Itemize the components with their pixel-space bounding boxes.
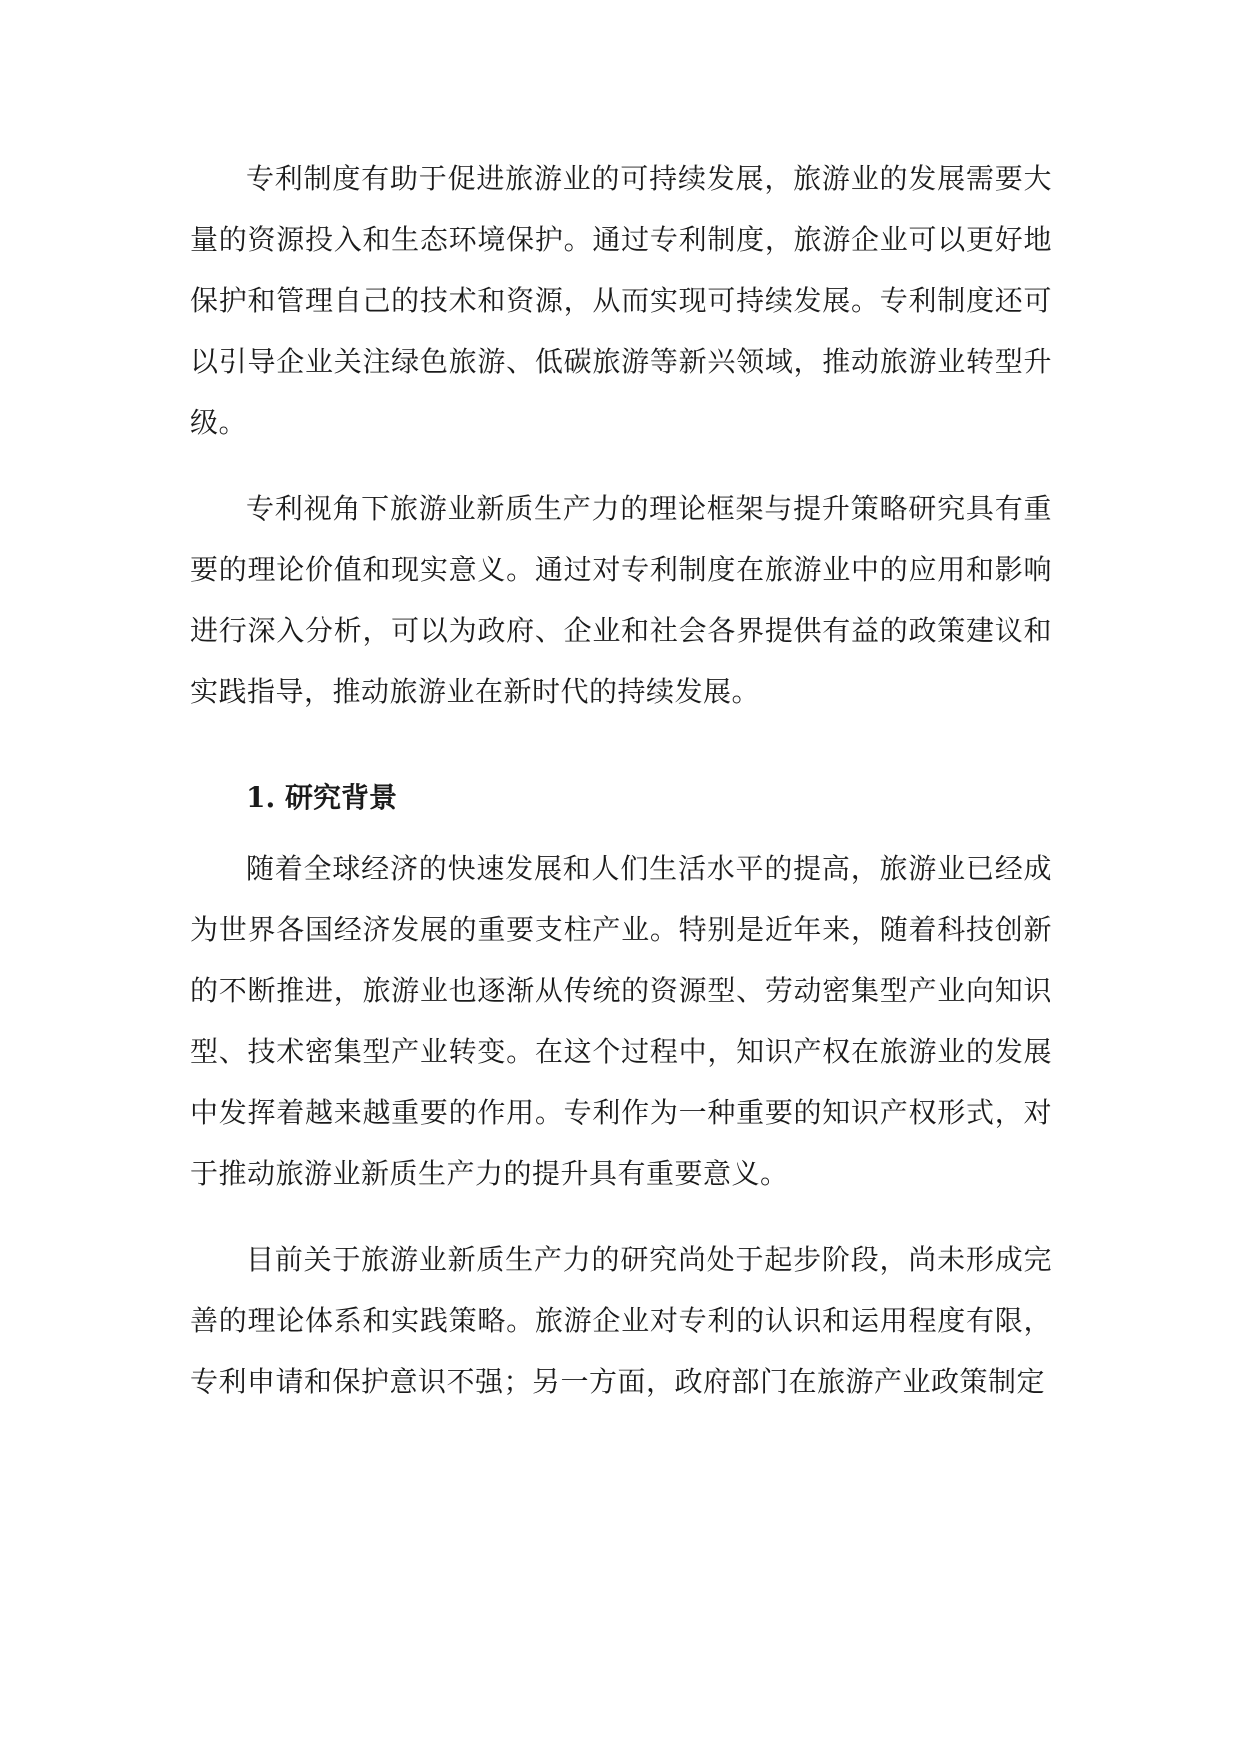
document-page bbox=[190, 148, 1052, 1412]
section-heading-research-background: 1. 研究背景 bbox=[246, 781, 397, 814]
paragraph-current-research-status: 目前关于旅游业新质生产力的研究尚处于起步阶段，尚未形成完善的理论体系和实践策略。旅游企业对专利的认识和运用程度有限，专利申请和保护意识不强；另一方面，政府部门在旅游产业政策制定 bbox=[190, 1243, 1052, 1398]
paragraph-background-context: 随着全球经济的快速发展和人们生活水平的提高，旅游业已经成为世界各国经济发展的重要支柱产业。特别是近年来，随着科技创新的不断推进，旅游业也逐渐从传统的资源型、劳动密集型产业向知识型、技术密集型产业转变。在这个过程中，知识产权在旅游业的发展中发挥着越来越重要的作用。专利作为一种重要的知识产权形式，对于推动旅游业新质生产力的提升具有重要意义。 bbox=[190, 852, 1052, 1190]
paragraph-research-significance: 专利视角下旅游业新质生产力的理论框架与提升策略研究具有重要的理论价值和现实意义。通过对专利制度在旅游业中的应用和影响进行深入分析，可以为政府、企业和社会各界提供有益的政策建议和实践指导，推动旅游业在新时代的持续发展。 bbox=[190, 492, 1052, 708]
paragraph-patent-sustainability: 专利制度有助于促进旅游业的可持续发展，旅游业的发展需要大量的资源投入和生态环境保护。通过专利制度，旅游企业可以更好地保护和管理自己的技术和资源，从而实现可持续发展。专利制度还可以引导企业关注绿色旅游、低碳旅游等新兴领域，推动旅游业转型升级。 bbox=[190, 162, 1052, 439]
